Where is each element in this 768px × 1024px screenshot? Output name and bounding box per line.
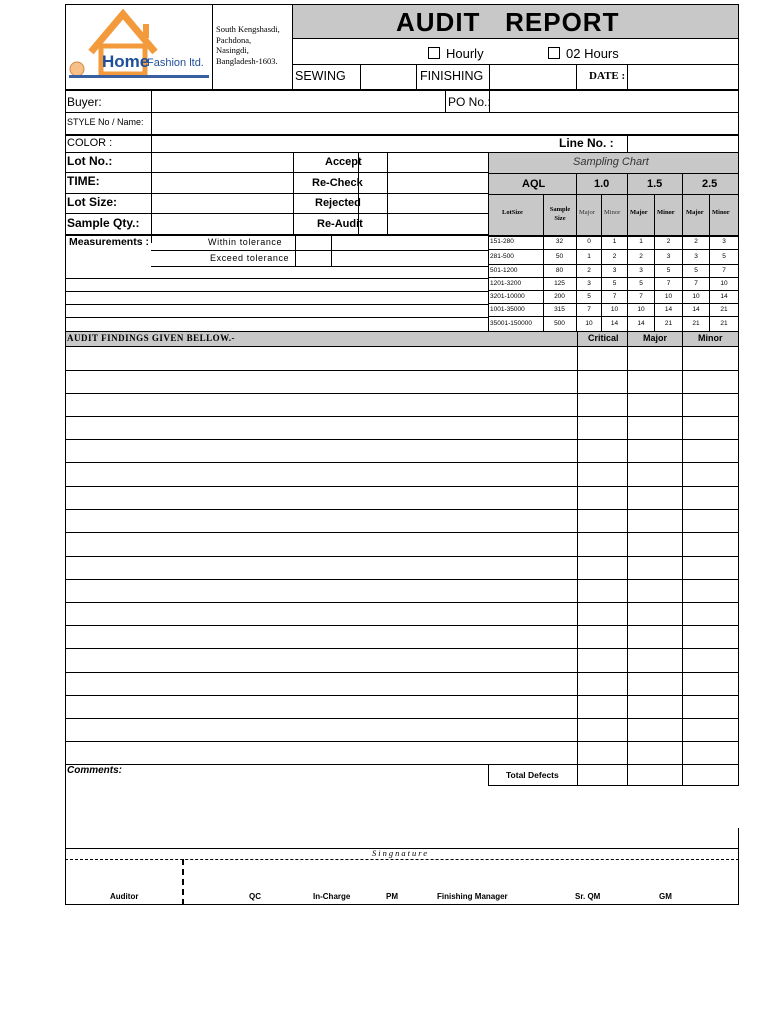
color-label: COLOR : [67, 137, 113, 149]
hourly-option[interactable] [428, 47, 484, 60]
accept-checkbox[interactable] [359, 153, 387, 172]
total-major-field[interactable] [628, 765, 682, 785]
sampling-cell: 1201-3200 [490, 279, 522, 287]
signatory-qc: QC [249, 892, 261, 901]
sampling-cell: 14 [692, 305, 700, 313]
signatory-gm: GM [659, 892, 672, 901]
sampling-cell: 1 [639, 238, 643, 245]
signatory-auditor: Auditor [110, 892, 139, 901]
sampling-cell: 3 [722, 238, 726, 245]
lot-no-label: Lot No.: [67, 154, 113, 168]
sampling-row-line [488, 290, 739, 291]
sampling-cell: 125 [554, 279, 565, 287]
finding-row[interactable] [66, 696, 738, 718]
report-title: AUDIT REPORT [396, 7, 620, 37]
sampling-cell: 7 [722, 266, 726, 274]
sampling-cell: 14 [610, 320, 619, 327]
company-address [216, 24, 280, 66]
sampling-cell: 21 [692, 320, 700, 327]
findings-title: AUDIT FINDINGS GIVEN BELLOW.- [67, 333, 236, 343]
total-minor-field[interactable] [683, 765, 738, 785]
sampling-cell: 151-280 [490, 238, 514, 245]
sampling-cell: 7 [639, 292, 643, 300]
minor-header: Minor [712, 209, 730, 216]
finding-row[interactable] [66, 719, 738, 741]
sampling-cell: 3 [694, 252, 698, 260]
signatory-sr-qm: Sr. QM [575, 892, 601, 901]
minor-header: Minor [604, 209, 621, 216]
minor-column-header: Minor [698, 333, 723, 343]
finding-row[interactable] [66, 649, 738, 672]
po-no-label: PO No.: [448, 95, 491, 109]
sampling-cell: 10 [720, 279, 728, 287]
sampling-cell: 14 [637, 320, 645, 327]
buyer-field[interactable] [152, 91, 444, 112]
sample-qty-label: Sample Qty.: [67, 216, 140, 230]
finding-row[interactable] [66, 626, 738, 648]
sampling-cell: 3 [587, 279, 591, 287]
sampling-chart-title: Sampling Chart [573, 156, 649, 168]
signatory-pm: PM [386, 892, 398, 901]
finding-row[interactable] [66, 371, 738, 393]
sampling-cell: 2 [587, 266, 591, 274]
two-hours-checkbox[interactable] [548, 47, 560, 59]
two-hours-label: 02 Hours [566, 46, 619, 61]
comments-label: Comments: [67, 765, 123, 776]
recheck-checkbox[interactable] [359, 173, 387, 193]
sampling-cell: 500 [554, 320, 565, 327]
address-line: South Kengshasdi, [216, 24, 280, 34]
major-column-header: Major [643, 333, 668, 343]
sampling-cell: 5 [666, 266, 671, 274]
sample-qty-field[interactable] [152, 214, 292, 234]
sampling-cell: 21 [720, 320, 728, 327]
style-label: STYLE No / Name: [67, 117, 144, 127]
finding-row-line [65, 764, 488, 765]
sampling-cell: 5 [639, 279, 643, 287]
sampling-cell: 2 [612, 252, 617, 260]
finding-row[interactable] [66, 347, 738, 370]
date-label: DATE : [589, 70, 626, 82]
major-header: Major [630, 209, 648, 216]
comments-field[interactable] [66, 778, 486, 846]
sewing-label: SEWING [295, 69, 346, 83]
finding-row[interactable] [66, 533, 738, 556]
finding-row[interactable] [66, 463, 738, 486]
sampling-cell: 5 [722, 252, 726, 260]
sampling-cell: 10 [637, 305, 645, 313]
sampling-cell: 7 [694, 279, 698, 287]
sampling-cell: 10 [692, 292, 700, 300]
signature-label: Singnature [372, 848, 429, 858]
finding-row[interactable] [66, 673, 738, 695]
finding-row[interactable] [66, 603, 738, 625]
measurements-label: Measurements : [69, 236, 149, 248]
sampling-row-line [488, 303, 739, 304]
logo-word-home: Home [102, 52, 150, 71]
sampling-cell: 0 [587, 238, 591, 245]
sampling-cell: 3 [612, 266, 617, 274]
signatory-finishing-manager: Finishing Manager [437, 892, 508, 901]
within-tolerance-field[interactable] [296, 236, 331, 250]
exceed-tolerance-label: Exceed tolerance [210, 253, 290, 263]
sampling-cell: 1 [612, 238, 617, 245]
aql-level: 1.0 [594, 178, 610, 190]
sampling-cell: 80 [555, 266, 564, 274]
address-line: Bangladesh-1603. [216, 55, 278, 66]
sampling-cell: 32 [555, 238, 564, 245]
sampling-row-line [488, 277, 739, 278]
sampling-cell: 2 [666, 238, 671, 245]
signatory-in-charge: In-Charge [313, 892, 351, 901]
finding-row[interactable] [66, 487, 738, 509]
aql-label: AQL [522, 178, 546, 190]
total-defects-label: Total Defects [506, 770, 559, 780]
sampling-cell: 10 [610, 305, 619, 313]
finding-row[interactable] [66, 417, 738, 439]
line-no-field[interactable] [628, 136, 738, 152]
sampling-row-line [488, 264, 739, 265]
finding-row[interactable] [66, 557, 738, 579]
sampling-cell: 21 [720, 305, 728, 313]
sampling-cell: 7 [666, 279, 671, 287]
address-line: Pachdona, [216, 34, 252, 45]
sampling-cell: 3 [666, 252, 671, 260]
two-hours-option[interactable] [548, 47, 619, 60]
sampling-cell: 200 [554, 292, 565, 300]
sampling-cell: 1001-35000 [490, 305, 525, 313]
sampling-cell: 10 [664, 292, 673, 300]
finding-row[interactable] [66, 580, 738, 602]
sampling-cell: 1 [587, 252, 591, 260]
hourly-label: Hourly [446, 46, 484, 61]
sampling-cell: 501-1200 [490, 266, 518, 274]
major-header: Major [579, 209, 595, 216]
finding-row[interactable] [66, 394, 738, 416]
sampling-row-line [488, 249, 739, 250]
critical-header: Critical [588, 333, 619, 343]
rejected-label: Rejected [315, 197, 361, 209]
sampling-cell: 21 [664, 320, 673, 327]
sampling-cell: 5 [694, 266, 698, 274]
sampling-cell: 14 [664, 305, 673, 313]
lot-size-label: Lot Size: [67, 195, 117, 209]
finding-row[interactable] [66, 440, 738, 462]
sampling-cell: 3201-10000 [490, 292, 525, 300]
exceed-tolerance-field[interactable] [296, 251, 331, 266]
company-logo [67, 6, 211, 82]
color-field[interactable] [152, 136, 532, 152]
minor-header: Minor [657, 209, 675, 216]
address-line: Nasingdi, [216, 45, 249, 55]
aql-level: 2.5 [702, 178, 718, 190]
reaudit-checkbox[interactable] [359, 214, 387, 234]
aql-level: 1.5 [647, 178, 663, 190]
sampling-cell: 35001-150000 [490, 320, 532, 327]
sample-size-header: Sample Size [549, 206, 571, 222]
major-header: Major [686, 209, 704, 216]
lot-size-field[interactable] [152, 194, 292, 213]
sampling-cell: 50 [555, 252, 564, 260]
finding-row[interactable] [66, 510, 738, 532]
style-field[interactable] [152, 113, 738, 134]
sampling-cell: 2 [694, 238, 698, 245]
logo-word-fashion: Fashion ltd. [147, 57, 204, 69]
recheck-label: Re-Check [312, 177, 363, 189]
total-critical-field[interactable] [578, 765, 627, 785]
reaudit-label: Re-Audit [317, 218, 363, 230]
finding-row[interactable] [66, 742, 738, 764]
lot-size-header: LotSize [502, 209, 523, 216]
sampling-row-line [488, 316, 739, 317]
time-label: TIME: [67, 174, 100, 188]
sampling-cell: 14 [720, 292, 728, 300]
finishing-label: FINISHING [420, 69, 484, 83]
within-tolerance-label: Within tolerance [208, 237, 283, 247]
sampling-cell: 5 [587, 292, 591, 300]
sampling-cell: 7 [612, 292, 617, 300]
sampling-cell: 10 [585, 320, 593, 327]
sampling-cell: 7 [587, 305, 591, 313]
hourly-checkbox[interactable] [428, 47, 440, 59]
sampling-cell: 2 [639, 252, 643, 260]
rejected-checkbox[interactable] [359, 194, 387, 213]
sampling-cell: 5 [612, 279, 617, 287]
sampling-cell: 281-500 [490, 252, 514, 260]
po-no-field[interactable] [490, 91, 738, 112]
lot-no-field[interactable] [152, 153, 292, 172]
line-no-label: Line No. : [559, 136, 614, 150]
buyer-label: Buyer: [67, 95, 102, 109]
sampling-cell: 315 [554, 305, 565, 313]
sampling-cell: 3 [639, 266, 643, 274]
accept-label: Accept [325, 156, 362, 168]
time-field[interactable] [152, 173, 292, 193]
